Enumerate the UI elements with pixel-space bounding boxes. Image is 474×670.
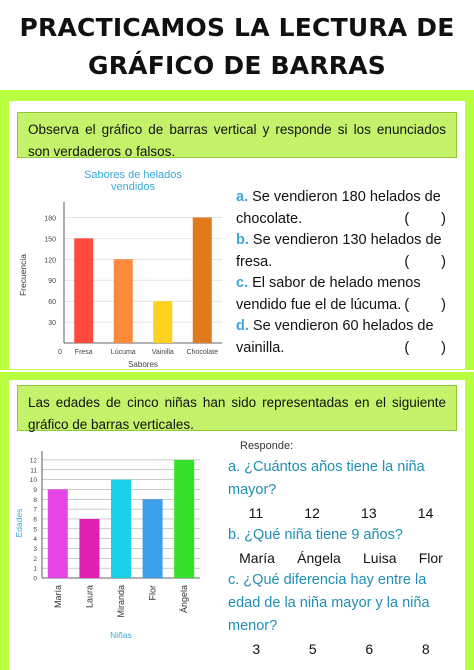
question-d-line1: Se vendieron 60 helados de xyxy=(252,318,434,334)
question-b xyxy=(236,230,460,273)
question-a xyxy=(236,187,460,230)
chart1-bar-lúcuma xyxy=(114,259,133,343)
chart2-y-axis-title: Edades xyxy=(14,508,24,538)
chart1-y-tick: 30 xyxy=(48,320,56,328)
question-b-line2: fresa. xyxy=(236,253,273,270)
question2-a-options xyxy=(228,502,454,524)
chart2-y-tick: 10 xyxy=(29,477,37,485)
chart2-y-tick: 11 xyxy=(30,467,37,475)
chart2-x-label: Ángela xyxy=(179,585,190,614)
letter-b: b. xyxy=(236,232,249,248)
option[interactable]: 13 xyxy=(361,505,377,521)
responde-label: Responde: xyxy=(240,440,294,452)
option[interactable]: 8 xyxy=(421,641,430,657)
answer-blank-c[interactable]: ( ) xyxy=(404,296,460,313)
option[interactable]: 12 xyxy=(304,505,320,521)
question2-b-options xyxy=(228,547,454,569)
chart2-x-label: María xyxy=(52,585,63,609)
chart2-y-tick: 9 xyxy=(33,486,37,494)
chart1-title-line2: vendidos xyxy=(110,181,156,193)
chart1-y-tick: 60 xyxy=(48,299,56,307)
answer-blank-a[interactable]: ( ) xyxy=(404,210,460,227)
chart1-y-tick: 180 xyxy=(44,215,56,223)
chart1-bar-chocolate xyxy=(193,217,212,343)
question2-b-line1: b. ¿Qué niña tiene 9 años? xyxy=(228,527,403,543)
ice-cream-bar-chart xyxy=(12,162,234,377)
title-line-2: GRÁFICO DE BARRAS xyxy=(88,51,386,80)
option[interactable]: 6 xyxy=(365,641,374,657)
question-d-line2: vainilla. xyxy=(236,339,285,356)
question-c-line1: El sabor de helado menos xyxy=(252,275,421,291)
question-d xyxy=(236,316,460,359)
chart2-y-tick: 1 xyxy=(33,565,37,573)
question2-a-line1: a. ¿Cuántos años tiene la niña xyxy=(228,459,425,475)
question-b-line1: Se vendieron 130 helados de xyxy=(252,232,442,248)
question2-a-line2: mayor? xyxy=(228,482,277,498)
chart2-x-label: Flor xyxy=(147,585,158,601)
option[interactable]: Flor xyxy=(418,550,443,566)
chart2-bar-1 xyxy=(79,519,99,578)
chart1-y-tick: 150 xyxy=(44,236,56,244)
question-a-line1: Se vendieron 180 helados de xyxy=(252,189,441,205)
question2-c-line3: menor? xyxy=(228,618,278,634)
chart1-bar-vainilla xyxy=(153,301,172,343)
chart2-bar-2 xyxy=(111,480,131,578)
question2-c-line2: edad de la niña mayor y la niña xyxy=(228,595,430,611)
chart1-x-label: Chocolate xyxy=(186,349,219,356)
chart2-x-axis-title: Niñas xyxy=(110,630,132,640)
chart2-bar-3 xyxy=(143,499,163,578)
chart2-x-label: Laura xyxy=(84,585,95,609)
question2-a xyxy=(228,456,454,524)
chart1-bar-fresa xyxy=(74,238,93,343)
chart2-y-tick: 4 xyxy=(33,536,37,544)
letter-d: d. xyxy=(236,318,249,334)
chart2-x-label: Miranda xyxy=(116,585,126,618)
chart2-y-tick: 5 xyxy=(33,526,37,534)
worksheet-title xyxy=(0,0,474,90)
chart2-y-tick: 2 xyxy=(33,555,37,563)
option[interactable]: 3 xyxy=(252,641,261,657)
chart2-y-tick: 3 xyxy=(33,545,37,553)
option[interactable]: 14 xyxy=(417,505,434,521)
chart1-x-label: Lúcuma xyxy=(110,349,136,356)
option[interactable]: 11 xyxy=(248,505,264,521)
chart2-y-tick: 0 xyxy=(33,575,37,583)
question-c-line2: vendido fue el de lúcuma. xyxy=(236,296,402,313)
section2-instruction: Las edades de cinco niñas han sido representadas en el siguiente gráfico de barras verticales. xyxy=(17,385,457,431)
chart1-y-tick: 90 xyxy=(48,278,56,286)
question2-c-options xyxy=(228,638,454,660)
girls-age-bar-chart xyxy=(12,445,230,650)
answer-blank-d[interactable]: ( ) xyxy=(404,339,460,356)
chart2-y-tick: 8 xyxy=(33,496,37,504)
age-questions xyxy=(228,440,454,660)
option[interactable]: Luisa xyxy=(363,550,397,566)
chart2-y-tick: 7 xyxy=(33,506,37,514)
option[interactable]: 5 xyxy=(308,641,317,657)
chart1-y-tick: 120 xyxy=(44,257,56,265)
chart1-x-axis-title: Sabores xyxy=(128,360,158,369)
truefalse-questions xyxy=(236,187,460,359)
question2-c-line1: c. ¿Qué diferencia hay entre la xyxy=(228,572,427,588)
chart2-bar-0 xyxy=(48,489,68,578)
letter-a: a. xyxy=(236,189,249,205)
question-c xyxy=(236,273,460,316)
answer-blank-b[interactable]: ( ) xyxy=(404,253,460,270)
option[interactable]: María xyxy=(239,550,275,566)
chart2-y-tick: 12 xyxy=(29,457,37,465)
chart2-bar-4 xyxy=(174,460,194,578)
chart1-origin: 0 xyxy=(58,349,62,356)
title-line-1: PRACTICAMOS LA LECTURA DE xyxy=(19,13,455,42)
question-a-line2: chocolate. xyxy=(236,210,303,227)
chart2-y-tick: 6 xyxy=(33,516,37,524)
chart1-y-axis-title: Frecuencia xyxy=(18,253,28,297)
chart1-x-label: Vainilla xyxy=(151,349,174,356)
section1-instruction: Observa el gráfico de barras vertical y responde si los enunciados son verdaderos o falsos. xyxy=(17,112,457,158)
chart1-title-line1: Sabores de helados xyxy=(84,169,182,181)
question2-b xyxy=(228,524,454,569)
option[interactable]: Ángela xyxy=(297,550,341,566)
letter-c: c. xyxy=(236,275,249,291)
chart1-x-label: Fresa xyxy=(74,349,93,356)
question2-c xyxy=(228,569,454,660)
